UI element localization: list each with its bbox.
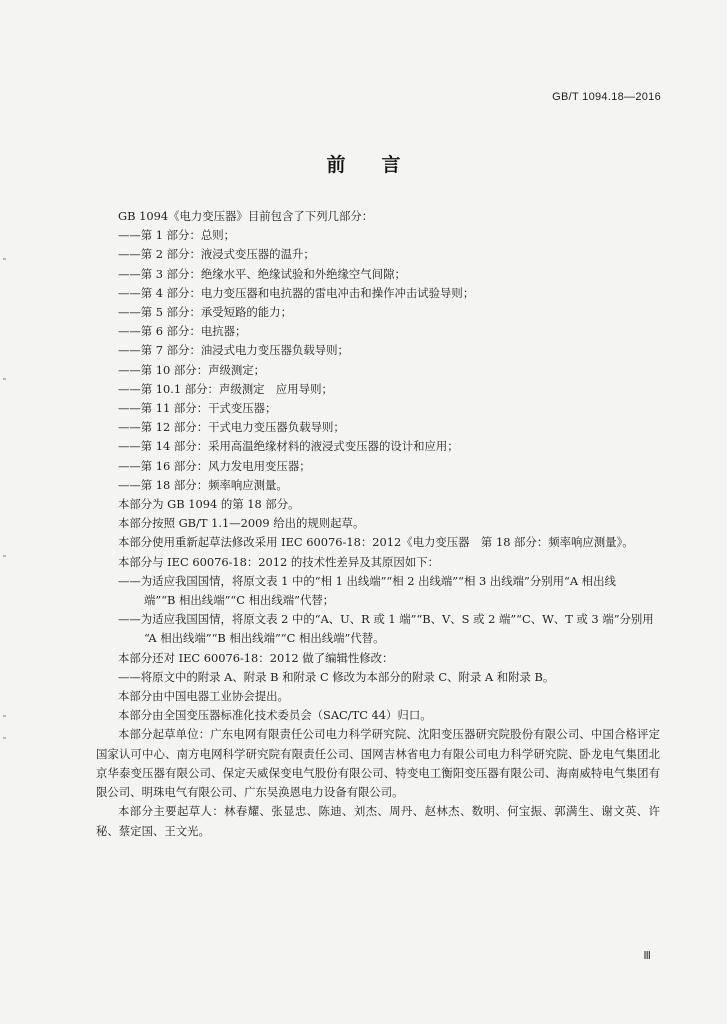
body-text xyxy=(96,207,660,841)
scan-mark xyxy=(3,715,6,717)
list-item: ——第 2 部分：液浸式变压器的温升； xyxy=(118,247,315,262)
list-item: ——第 10 部分：声级测定； xyxy=(118,362,266,377)
list-item: ——第 14 部分：采用高温绝缘材料的液浸式变压器的设计和应用； xyxy=(118,439,459,454)
scan-mark xyxy=(3,555,6,557)
scan-mark xyxy=(3,737,6,739)
list-item: ——第 1 部分：总则； xyxy=(118,228,236,243)
list-item: ——第 5 部分：承受短路的能力； xyxy=(118,305,292,320)
list-item: ——第 6 部分：电抗器； xyxy=(118,324,247,339)
scan-mark xyxy=(3,378,6,380)
list-item: ——将原文中的附录 A、附录 B 和附录 C 修改为本部分的附录 C、附录 A 和附录 B。 xyxy=(118,669,555,684)
list-item: ——第 3 部分：绝缘水平、绝缘试验和外绝缘空气间隙； xyxy=(118,266,406,281)
paragraph: 本部分由全国变压器标准化技术委员会（SAC/TC 44）归口。 xyxy=(118,708,432,723)
list-item: ——第 11 部分：干式变压器； xyxy=(118,401,277,416)
list-item-continuation: “A 相出线端”“B 相出线端”“C 相出线端”代替。 xyxy=(144,631,385,646)
list-item: ——第 4 部分：电力变压器和电抗器的雷电冲击和操作冲击试验导则； xyxy=(118,285,475,300)
paragraph: 本部分为 GB 1094 的第 18 部分。 xyxy=(118,497,300,512)
scan-mark xyxy=(3,258,6,260)
intro-paragraph: GB 1094《电力变压器》目前包含了下列几部分： xyxy=(118,209,374,223)
list-item: ——第 12 部分：干式电力变压器负载导则； xyxy=(118,420,345,435)
paragraph: 本部分与 IEC 60076-18：2012 的技术性差异及其原因如下： xyxy=(118,554,439,569)
list-item: ——第 7 部分：油浸式电力变压器负载导则； xyxy=(118,343,349,358)
list-item: ——第 16 部分：风力发电用变压器； xyxy=(118,458,311,473)
list-item: ——第 10.1 部分：声级测定 应用导则； xyxy=(118,381,333,396)
list-item-continuation: 端”“B 相出线端”“C 相出线端”代替； xyxy=(144,593,335,608)
drafters-paragraph: 本部分主要起草人：林春耀、张显忠、陈迪、刘杰、周丹、赵林杰、数明、何宝振、郭满生、谢文英、许秘、蔡定国、王文光。 xyxy=(96,804,660,838)
paragraph: 本部分还对 IEC 60076-18：2012 做了编辑性修改： xyxy=(118,650,394,665)
list-item: ——为适应我国国情，将原文表 1 中的“相 1 出线端”“相 2 出线端”“相 3 出线端”分别用“A 相出线 xyxy=(118,573,616,588)
list-item: ——为适应我国国情，将原文表 2 中的“A、U、R 或 1 端”“B、V、S 或 2 端”“C、W、T 或 3 端”分别用 xyxy=(118,612,654,627)
drafting-units-paragraph: 本部分起草单位：广东电网有限责任公司电力科学研究院、沈阳变压器研究院股份有限公司、中国合格评定国家认可中心、南方电网科学研究院有限责任公司、国网吉林省电力有限公司电力科学研究院、卧龙电气集团北京华泰变压器有限公司、保定天威保变电气股份有限公司、特变电工衡阳变压器有限公司、海南威特电气集团有限公司、明珠电气有限公司、广东吴涣恩电力设备有限公司。 xyxy=(96,727,660,800)
page-number: Ⅲ xyxy=(643,950,651,962)
paragraph: 本部分按照 GB/T 1.1—2009 给出的规则起草。 xyxy=(118,516,365,531)
standard-number: GB/T 1094.18—2016 xyxy=(552,91,661,103)
page-title: 前言 xyxy=(326,154,437,176)
paragraph: 本部分使用重新起草法修改采用 IEC 60076-18：2012《电力变压器 第 18 部分：频率响应测量》。 xyxy=(118,535,634,550)
list-item: ——第 18 部分：频率响应测量。 xyxy=(118,477,288,492)
paragraph: 本部分由中国电器工业协会提出。 xyxy=(118,689,289,704)
